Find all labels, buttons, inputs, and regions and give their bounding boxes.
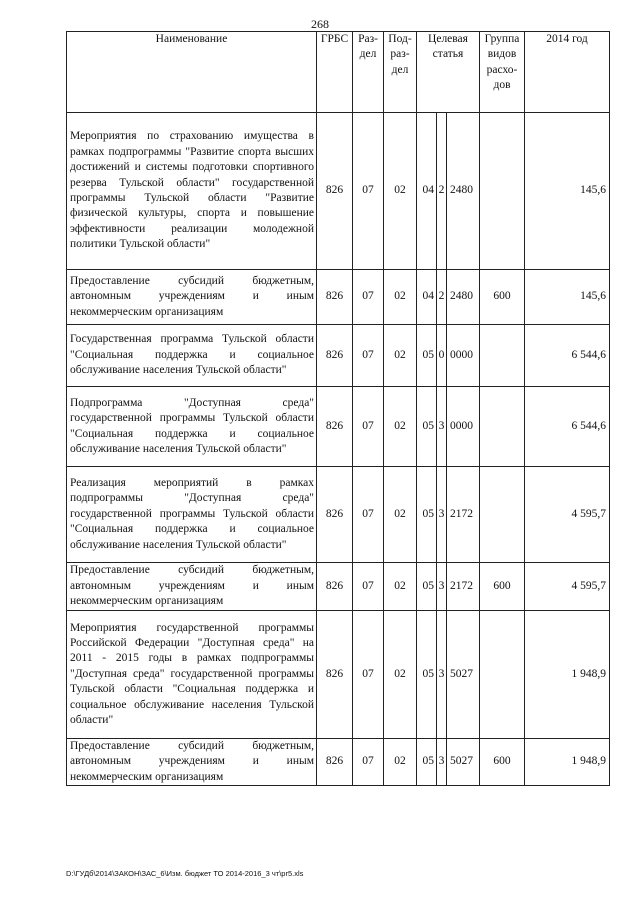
row-name: Предоставление субсидий бюджетным, автономным учреждениям и иным некоммерческим организациям [67, 563, 317, 611]
table-row [67, 387, 610, 467]
header-grbs: ГРБС [317, 32, 353, 113]
row-amount: 4 595,7 [525, 467, 610, 563]
row-target-program: 05 [417, 325, 437, 387]
row-expense-group [480, 467, 525, 563]
row-target-program: 05 [417, 387, 437, 467]
row-expense-group [480, 611, 525, 739]
table-row [67, 739, 610, 786]
row-grbs: 826 [317, 563, 353, 611]
header-name: Наименование [67, 32, 317, 113]
header-target-article: Целевая статья [417, 32, 480, 113]
row-razdel: 07 [353, 563, 384, 611]
row-amount: 145,6 [525, 270, 610, 325]
row-name: Реализация мероприятий в рамках подпрограммы "Доступная среда" государственной программы Тульской области "Социальная поддержка и социальное обслуживание населения Тульской области" [67, 467, 317, 563]
row-grbs: 826 [317, 467, 353, 563]
row-grbs: 826 [317, 611, 353, 739]
row-podrazdel: 02 [384, 611, 417, 739]
row-target-subprogram: 3 [437, 739, 447, 786]
row-razdel: 07 [353, 739, 384, 786]
row-target-direction: 0000 [447, 325, 480, 387]
row-target-subprogram: 3 [437, 563, 447, 611]
row-podrazdel: 02 [384, 325, 417, 387]
row-target-subprogram: 2 [437, 113, 447, 270]
row-podrazdel: 02 [384, 739, 417, 786]
row-razdel: 07 [353, 387, 384, 467]
row-target-direction: 5027 [447, 611, 480, 739]
row-razdel: 07 [353, 611, 384, 739]
row-target-program: 04 [417, 113, 437, 270]
header-row [67, 32, 610, 113]
header-razdel: Раз- дел [353, 32, 384, 113]
row-target-direction: 2480 [447, 113, 480, 270]
row-expense-group: 600 [480, 270, 525, 325]
row-podrazdel: 02 [384, 467, 417, 563]
row-expense-group [480, 113, 525, 270]
row-target-direction: 2480 [447, 270, 480, 325]
row-expense-group [480, 325, 525, 387]
table-row [67, 467, 610, 563]
row-target-program: 05 [417, 739, 437, 786]
row-target-direction: 0000 [447, 387, 480, 467]
row-amount: 1 948,9 [525, 739, 610, 786]
row-target-subprogram: 3 [437, 467, 447, 563]
header-podrazdel: Под- раз- дел [384, 32, 417, 113]
row-grbs: 826 [317, 387, 353, 467]
row-target-direction: 2172 [447, 467, 480, 563]
row-amount: 6 544,6 [525, 387, 610, 467]
row-target-program: 05 [417, 467, 437, 563]
table-row [67, 611, 610, 739]
row-podrazdel: 02 [384, 113, 417, 270]
header-expense-group: Группа видов расхо- дов [480, 32, 525, 113]
row-grbs: 826 [317, 113, 353, 270]
row-target-program: 04 [417, 270, 437, 325]
row-podrazdel: 02 [384, 270, 417, 325]
table-row [67, 563, 610, 611]
row-amount: 4 595,7 [525, 563, 610, 611]
row-podrazdel: 02 [384, 563, 417, 611]
row-name: Предоставление субсидий бюджетным, автономным учреждениям и иным некоммерческим организациям [67, 270, 317, 325]
row-target-program: 05 [417, 611, 437, 739]
row-grbs: 826 [317, 325, 353, 387]
row-expense-group: 600 [480, 739, 525, 786]
row-target-subprogram: 3 [437, 611, 447, 739]
row-target-direction: 2172 [447, 563, 480, 611]
page-number: 268 [311, 17, 329, 31]
row-razdel: 07 [353, 325, 384, 387]
row-expense-group: 600 [480, 563, 525, 611]
table-row [67, 325, 610, 387]
table-row [67, 270, 610, 325]
row-amount: 6 544,6 [525, 325, 610, 387]
row-name: Мероприятия по страхованию имущества в рамках подпрограммы "Развитие спорта высших достижений и системы подготовки спортивного резерва Тульской области" государственной программы Тульской области "Развитие физической культуры, спорта и повышение эффективности реализации молодежной политики Тульской области" [67, 113, 317, 270]
row-name: Предоставление субсидий бюджетным, автономным учреждениям и иным некоммерческим организациям [67, 739, 317, 786]
row-expense-group [480, 387, 525, 467]
row-razdel: 07 [353, 270, 384, 325]
row-target-subprogram: 0 [437, 325, 447, 387]
row-razdel: 07 [353, 113, 384, 270]
row-target-program: 05 [417, 563, 437, 611]
row-target-direction: 5027 [447, 739, 480, 786]
file-path-footer: D:\ГУДб\2014\ЗАКОН\ЗАС_6\Изм. бюджет ТО 2014-2016_3 чт\pr5.xls [66, 869, 304, 878]
row-target-subprogram: 3 [437, 387, 447, 467]
row-name: Мероприятия государственной программы Российской Федерации "Доступная среда" на 2011 - 2015 годы в рамках подпрограммы "Доступная среда" государственной программы Тульской области "Социальная поддержка и социальное обслуживание населения Тульской области" [67, 611, 317, 739]
row-amount: 145,6 [525, 113, 610, 270]
budget-table [66, 31, 610, 786]
row-razdel: 07 [353, 467, 384, 563]
row-grbs: 826 [317, 739, 353, 786]
row-target-subprogram: 2 [437, 270, 447, 325]
table-row [67, 113, 610, 270]
row-name: Государственная программа Тульской области "Социальная поддержка и социальное обслуживание населения Тульской области" [67, 325, 317, 387]
row-name: Подпрограмма "Доступная среда" государственной программы Тульской области "Социальная поддержка и социальное обслуживание населения Тульской области" [67, 387, 317, 467]
row-podrazdel: 02 [384, 387, 417, 467]
row-amount: 1 948,9 [525, 611, 610, 739]
header-year-2014: 2014 год [525, 32, 610, 113]
row-grbs: 826 [317, 270, 353, 325]
